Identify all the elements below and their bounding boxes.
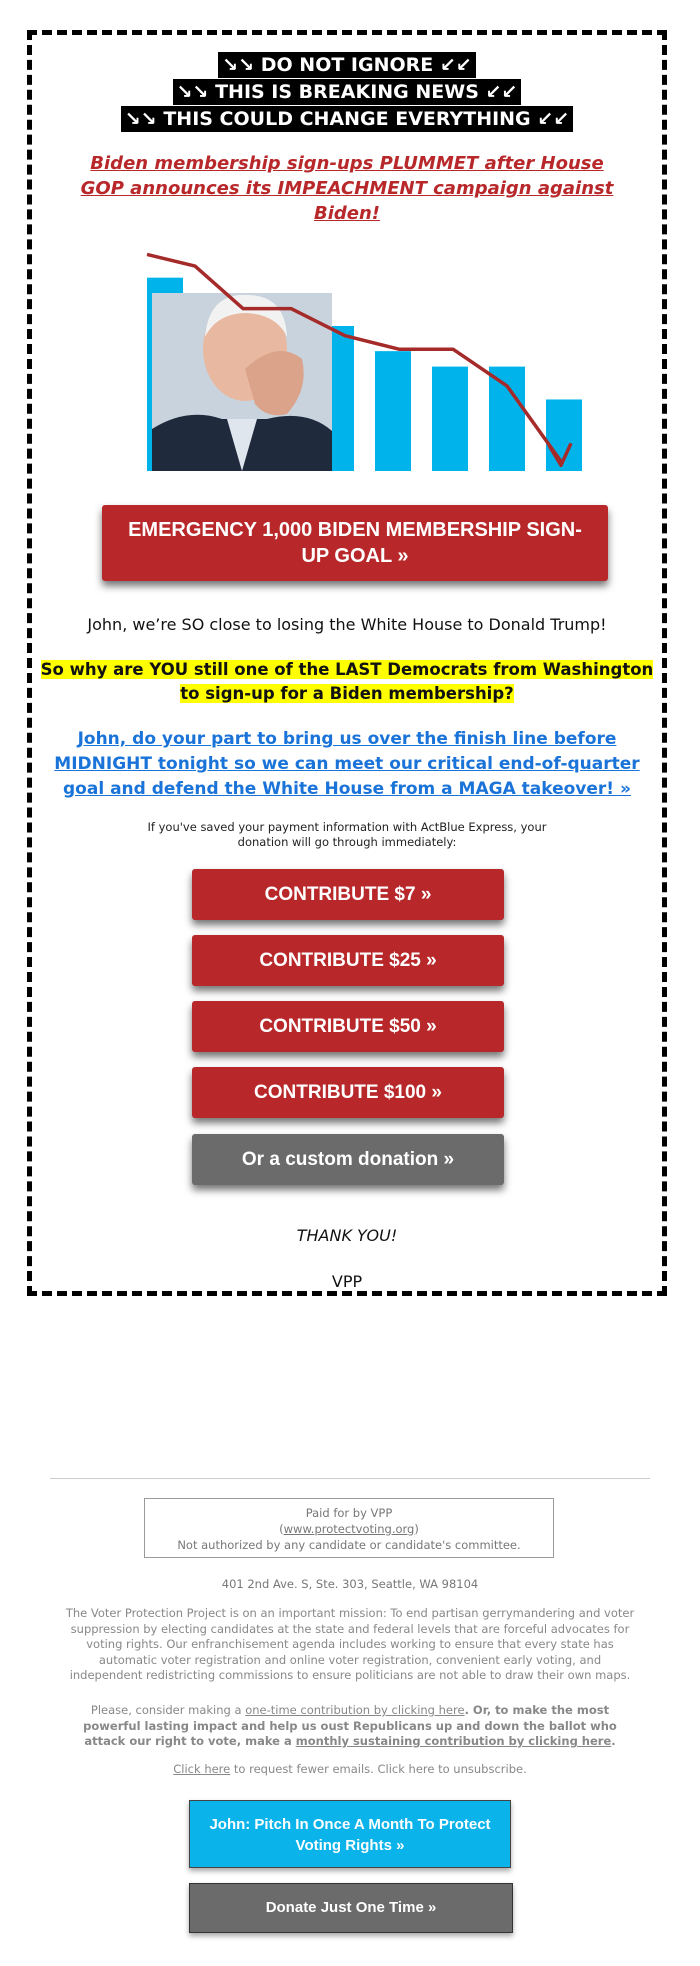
unsubscribe-text[interactable]: to request fewer emails. Click here to unsubscribe. — [230, 1762, 527, 1776]
one-time-donation-button[interactable]: Donate Just One Time » — [189, 1883, 513, 1933]
monthly-link-text: monthly sustaining contribution by clicking here — [295, 1734, 612, 1748]
photo-placeholder — [152, 293, 332, 471]
actblue-express-note: If you've saved your payment information with ActBlue Express, your donation will go through immediately: — [147, 820, 547, 849]
site-link[interactable]: www.protectvoting.org — [283, 1522, 415, 1536]
highlight-question — [32, 658, 662, 706]
headline-line-3: ↘↘ THIS COULD CHANGE EVERYTHING ↙↙ — [121, 106, 573, 132]
unsubscribe-row — [0, 1762, 700, 1776]
mission-statement: The Voter Protection Project is on an important mission: To end partisan gerrymandering and voter suppression by electing candidates at the state and federal levels that are forceful advocates for voting rights. Our enfranchisement agenda includes working to ensure that every state has automatic voter registration and online voter registration, convenient early voting, and independent redistricting commissions to ensure politicians are not able to draw their own maps. — [65, 1606, 635, 1682]
email-content-box — [27, 30, 667, 1296]
fewer-emails-link[interactable]: Click here — [173, 1762, 231, 1776]
paid-for-box — [144, 1498, 554, 1558]
contribute-50-button[interactable]: CONTRIBUTE $50 » — [192, 1001, 504, 1052]
paid-for-text: Paid for by VPP — [305, 1506, 393, 1520]
appeal-end: . — [611, 1734, 616, 1748]
contribute-25-button[interactable]: CONTRIBUTE $25 » — [192, 935, 504, 986]
chart-bar-7 — [489, 367, 525, 471]
chart-bar-6 — [432, 367, 468, 471]
monthly-donation-button[interactable]: John: Pitch In Once A Month To Protect Voting Rights » — [189, 1800, 511, 1868]
contribute-100-button[interactable]: CONTRIBUTE $100 » — [192, 1067, 504, 1118]
thank-you-text: THANK YOU! — [296, 1226, 398, 1245]
contribute-7-button[interactable]: CONTRIBUTE $7 » — [192, 869, 504, 920]
headline-line-2: ↘↘ THIS IS BREAKING NEWS ↙↙ — [173, 79, 522, 105]
subheadline: Biden membership sign-ups PLUMMET after House GOP announces its IMPEACHMENT campaign against Biden! — [80, 153, 614, 224]
declining-signups-chart — [127, 219, 607, 509]
highlight-text: So why are YOU still one of the LAST Democrats from Washington to sign-up for a Biden membership? — [40, 660, 654, 703]
finish-line-link[interactable]: John, do your part to bring us over the finish line before MIDNIGHT tonight so we can meet our critical end-of-quarter goal and defend the White House from a MAGA takeover! » — [54, 729, 640, 799]
chart-bar-5 — [375, 351, 411, 471]
appeal-mid: . Or, to make the most powerful lasting impact and help us oust Republicans up and down the ballot who attack our right to vote, make a — [83, 1703, 617, 1748]
breaking-headline — [32, 52, 662, 133]
chart-svg — [127, 219, 607, 509]
signature-text: VPP — [331, 1272, 363, 1291]
not-authorized-text: Not authorized by any candidate or candidate's committee. — [177, 1538, 521, 1552]
headline-line-1: ↘↘ DO NOT IGNORE ↙↙ — [218, 52, 475, 78]
appeal-pre: Please, consider making a — [90, 1703, 246, 1717]
emergency-goal-button[interactable]: EMERGENCY 1,000 BIDEN MEMBERSHIP SIGN-UP GOAL » — [102, 505, 608, 581]
site-link-row: (www.protectvoting.org) — [279, 1522, 419, 1536]
monthly-contribution-link[interactable] — [296, 1734, 612, 1748]
one-time-contribution-link[interactable]: one-time contribution by clicking here — [245, 1703, 465, 1717]
mailing-address: 401 2nd Ave. S, Ste. 303, Seattle, WA 98104 — [221, 1577, 479, 1591]
intro-text: John, we’re SO close to losing the White House to Donald Trump! — [87, 615, 607, 634]
custom-donation-button[interactable]: Or a custom donation » — [192, 1134, 504, 1185]
contribution-appeal — [62, 1703, 638, 1750]
footer-divider — [50, 1478, 650, 1479]
